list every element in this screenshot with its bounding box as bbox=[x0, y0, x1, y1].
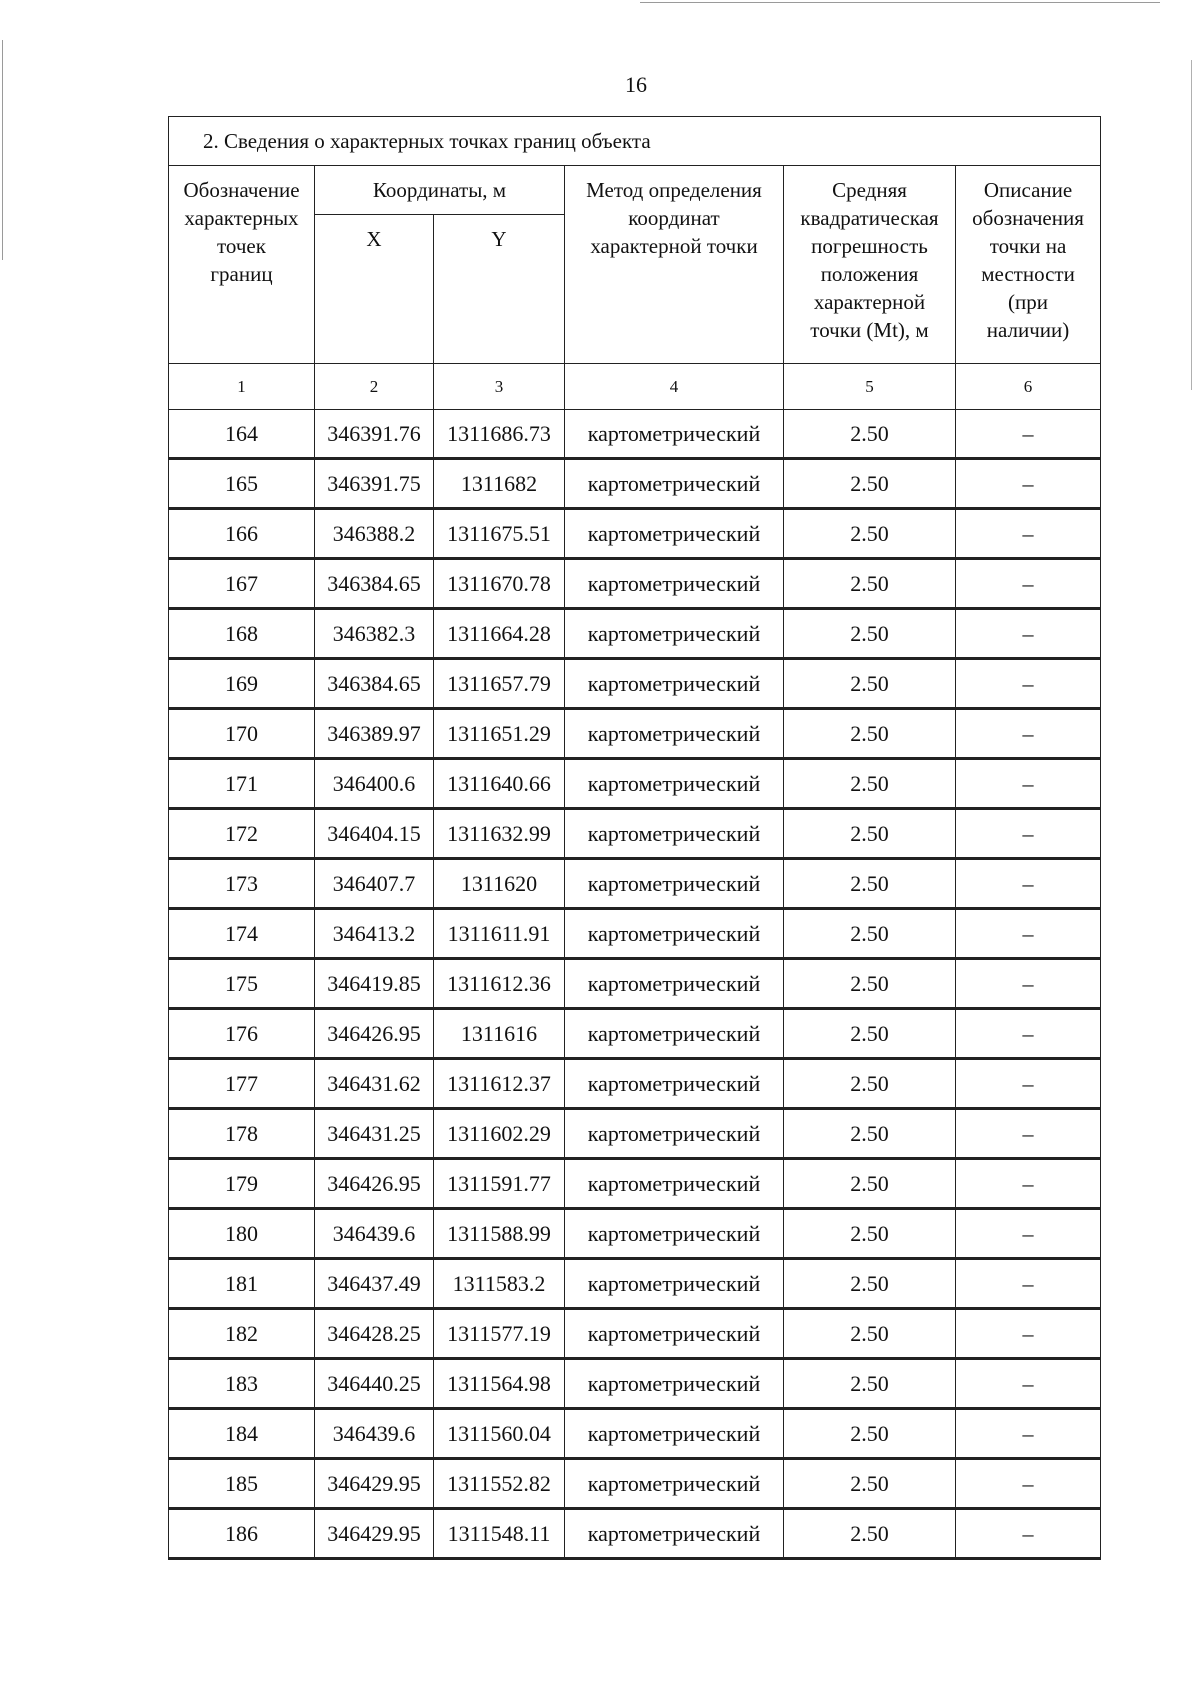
cell-error: 2.50 bbox=[784, 1259, 956, 1309]
cell-method: картометрический bbox=[565, 859, 784, 909]
header-description-line: обозначения bbox=[972, 206, 1084, 230]
cell-error: 2.50 bbox=[784, 1509, 956, 1559]
cell-error: 2.50 bbox=[784, 959, 956, 1009]
cell-error: 2.50 bbox=[784, 609, 956, 659]
table-row bbox=[169, 859, 1101, 909]
cell-y: 1311612.36 bbox=[434, 959, 565, 1009]
cell-x: 346429.95 bbox=[315, 1509, 434, 1559]
cell-y: 1311577.19 bbox=[434, 1309, 565, 1359]
cell-error: 2.50 bbox=[784, 859, 956, 909]
cell-y: 1311583.2 bbox=[434, 1259, 565, 1309]
cell-x: 346426.95 bbox=[315, 1009, 434, 1059]
cell-method: картометрический bbox=[565, 909, 784, 959]
cell-error: 2.50 bbox=[784, 509, 956, 559]
cell-description: – bbox=[956, 1159, 1101, 1209]
cell-description: – bbox=[956, 609, 1101, 659]
section-title: 2. Сведения о характерных точках границ объекта bbox=[169, 117, 1101, 166]
header-description-line: наличии) bbox=[986, 318, 1070, 342]
cell-y: 1311651.29 bbox=[434, 709, 565, 759]
cell-y: 1311612.37 bbox=[434, 1059, 565, 1109]
table-row bbox=[169, 759, 1101, 809]
cell-point: 173 bbox=[169, 859, 315, 909]
cell-y: 1311640.66 bbox=[434, 759, 565, 809]
cell-x: 346388.2 bbox=[315, 509, 434, 559]
cell-x: 346404.15 bbox=[315, 809, 434, 859]
cell-description: – bbox=[956, 659, 1101, 709]
cell-description: – bbox=[956, 1309, 1101, 1359]
cell-point: 166 bbox=[169, 509, 315, 559]
header-description-line: местности bbox=[981, 262, 1075, 286]
table-row bbox=[169, 1259, 1101, 1309]
cell-x: 346389.97 bbox=[315, 709, 434, 759]
header-description-line: Описание bbox=[983, 178, 1073, 202]
cell-method: картометрический bbox=[565, 1509, 784, 1559]
cell-method: картометрический bbox=[565, 1309, 784, 1359]
cell-point: 176 bbox=[169, 1009, 315, 1059]
cell-method: картометрический bbox=[565, 1409, 784, 1459]
cell-description: – bbox=[956, 709, 1101, 759]
cell-y: 1311611.91 bbox=[434, 909, 565, 959]
cell-method: картометрический bbox=[565, 559, 784, 609]
cell-x: 346431.25 bbox=[315, 1109, 434, 1159]
cell-point: 180 bbox=[169, 1209, 315, 1259]
cell-description: – bbox=[956, 859, 1101, 909]
cell-description: – bbox=[956, 759, 1101, 809]
cell-description: – bbox=[956, 1259, 1101, 1309]
table-row bbox=[169, 1009, 1101, 1059]
header-point-label-line: характерных bbox=[184, 206, 299, 230]
header-y: Y bbox=[434, 215, 565, 364]
cell-method: картометрический bbox=[565, 1009, 784, 1059]
cell-y: 1311616 bbox=[434, 1009, 565, 1059]
column-number-row bbox=[169, 364, 1101, 410]
cell-description: – bbox=[956, 909, 1101, 959]
cell-point: 172 bbox=[169, 809, 315, 859]
header-error-line: положения bbox=[820, 262, 919, 286]
header-point-label-line: Обозначение bbox=[183, 178, 300, 202]
cell-method: картометрический bbox=[565, 1459, 784, 1509]
table-row bbox=[169, 410, 1101, 459]
table-row bbox=[169, 909, 1101, 959]
column-number: 1 bbox=[169, 364, 315, 410]
table-row bbox=[169, 1209, 1101, 1259]
cell-point: 174 bbox=[169, 909, 315, 959]
cell-y: 1311620 bbox=[434, 859, 565, 909]
cell-method: картометрический bbox=[565, 459, 784, 509]
header-description-line: точки на bbox=[989, 234, 1067, 258]
table-row bbox=[169, 609, 1101, 659]
header-description bbox=[956, 166, 1101, 364]
cell-point: 179 bbox=[169, 1159, 315, 1209]
scan-edge-right bbox=[1191, 60, 1192, 390]
header-x: X bbox=[315, 215, 434, 364]
boundary-points-table bbox=[168, 116, 1101, 1560]
cell-point: 178 bbox=[169, 1109, 315, 1159]
cell-error: 2.50 bbox=[784, 1309, 956, 1359]
cell-method: картометрический bbox=[565, 659, 784, 709]
cell-description: – bbox=[956, 1409, 1101, 1459]
cell-x: 346382.3 bbox=[315, 609, 434, 659]
cell-point: 170 bbox=[169, 709, 315, 759]
cell-point: 167 bbox=[169, 559, 315, 609]
cell-x: 346400.6 bbox=[315, 759, 434, 809]
cell-method: картометрический bbox=[565, 759, 784, 809]
table-row bbox=[169, 709, 1101, 759]
cell-x: 346426.95 bbox=[315, 1159, 434, 1209]
cell-x: 346440.25 bbox=[315, 1359, 434, 1409]
page-number: 16 bbox=[625, 72, 647, 97]
header-error-line: погрешность bbox=[811, 234, 928, 258]
column-number: 4 bbox=[565, 364, 784, 410]
cell-x: 346439.6 bbox=[315, 1409, 434, 1459]
cell-error: 2.50 bbox=[784, 1459, 956, 1509]
cell-y: 1311548.11 bbox=[434, 1509, 565, 1559]
cell-method: картометрический bbox=[565, 1259, 784, 1309]
cell-method: картометрический bbox=[565, 809, 784, 859]
cell-error: 2.50 bbox=[784, 1009, 956, 1059]
cell-point: 181 bbox=[169, 1259, 315, 1309]
column-number: 2 bbox=[315, 364, 434, 410]
column-number: 5 bbox=[784, 364, 956, 410]
cell-point: 186 bbox=[169, 1509, 315, 1559]
cell-method: картометрический bbox=[565, 1159, 784, 1209]
cell-point: 185 bbox=[169, 1459, 315, 1509]
cell-description: – bbox=[956, 1009, 1101, 1059]
cell-x: 346391.75 bbox=[315, 459, 434, 509]
cell-error: 2.50 bbox=[784, 1359, 956, 1409]
table-row bbox=[169, 1509, 1101, 1559]
table-row bbox=[169, 1159, 1101, 1209]
header-row-1 bbox=[169, 166, 1101, 215]
cell-point: 171 bbox=[169, 759, 315, 809]
header-error-line: точки (Mt), м bbox=[810, 318, 929, 342]
cell-y: 1311560.04 bbox=[434, 1409, 565, 1459]
cell-description: – bbox=[956, 809, 1101, 859]
cell-description: – bbox=[956, 1209, 1101, 1259]
table-row bbox=[169, 1109, 1101, 1159]
header-error-line: квадратическая bbox=[800, 206, 939, 230]
cell-x: 346429.95 bbox=[315, 1459, 434, 1509]
header-error-line: характерной bbox=[813, 290, 926, 314]
cell-point: 175 bbox=[169, 959, 315, 1009]
cell-y: 1311686.73 bbox=[434, 410, 565, 459]
header-method-line: Метод определения bbox=[586, 178, 762, 202]
scan-edge-top bbox=[640, 2, 1160, 3]
cell-y: 1311675.51 bbox=[434, 509, 565, 559]
table-row bbox=[169, 1359, 1101, 1409]
cell-error: 2.50 bbox=[784, 1059, 956, 1109]
table-row bbox=[169, 809, 1101, 859]
cell-error: 2.50 bbox=[784, 559, 956, 609]
cell-point: 169 bbox=[169, 659, 315, 709]
cell-method: картометрический bbox=[565, 1109, 784, 1159]
header-point-label bbox=[169, 166, 315, 364]
cell-y: 1311564.98 bbox=[434, 1359, 565, 1409]
cell-description: – bbox=[956, 1359, 1101, 1409]
cell-y: 1311670.78 bbox=[434, 559, 565, 609]
cell-error: 2.50 bbox=[784, 410, 956, 459]
cell-y: 1311682 bbox=[434, 459, 565, 509]
cell-x: 346407.7 bbox=[315, 859, 434, 909]
cell-description: – bbox=[956, 459, 1101, 509]
cell-error: 2.50 bbox=[784, 459, 956, 509]
cell-description: – bbox=[956, 559, 1101, 609]
cell-y: 1311664.28 bbox=[434, 609, 565, 659]
header-coordinates: Координаты, м bbox=[315, 166, 565, 215]
header-point-label-line: точек bbox=[217, 234, 266, 258]
table-row bbox=[169, 509, 1101, 559]
table-row bbox=[169, 459, 1101, 509]
cell-method: картометрический bbox=[565, 1359, 784, 1409]
cell-point: 177 bbox=[169, 1059, 315, 1109]
cell-y: 1311657.79 bbox=[434, 659, 565, 709]
header-method bbox=[565, 166, 784, 364]
cell-method: картометрический bbox=[565, 609, 784, 659]
table-row bbox=[169, 559, 1101, 609]
cell-x: 346413.2 bbox=[315, 909, 434, 959]
cell-y: 1311602.29 bbox=[434, 1109, 565, 1159]
cell-description: – bbox=[956, 410, 1101, 459]
cell-x: 346384.65 bbox=[315, 659, 434, 709]
table-row bbox=[169, 659, 1101, 709]
cell-method: картометрический bbox=[565, 509, 784, 559]
table-row bbox=[169, 959, 1101, 1009]
header-description-line: (при bbox=[1008, 290, 1049, 314]
cell-y: 1311632.99 bbox=[434, 809, 565, 859]
header-method-line: характерной точки bbox=[590, 234, 758, 258]
cell-error: 2.50 bbox=[784, 909, 956, 959]
table-row bbox=[169, 1409, 1101, 1459]
cell-y: 1311552.82 bbox=[434, 1459, 565, 1509]
cell-description: – bbox=[956, 1059, 1101, 1109]
table-row bbox=[169, 1059, 1101, 1109]
cell-point: 168 bbox=[169, 609, 315, 659]
cell-method: картометрический bbox=[565, 709, 784, 759]
cell-x: 346428.25 bbox=[315, 1309, 434, 1359]
cell-error: 2.50 bbox=[784, 1109, 956, 1159]
table-row bbox=[169, 1309, 1101, 1359]
cell-y: 1311591.77 bbox=[434, 1159, 565, 1209]
column-number: 3 bbox=[434, 364, 565, 410]
cell-x: 346431.62 bbox=[315, 1059, 434, 1109]
cell-error: 2.50 bbox=[784, 709, 956, 759]
section-title-row bbox=[169, 117, 1101, 166]
cell-error: 2.50 bbox=[784, 1209, 956, 1259]
cell-x: 346439.6 bbox=[315, 1209, 434, 1259]
table-row bbox=[169, 1459, 1101, 1509]
header-error bbox=[784, 166, 956, 364]
boundary-points-table-wrapper bbox=[168, 116, 1100, 1560]
cell-error: 2.50 bbox=[784, 1409, 956, 1459]
cell-x: 346437.49 bbox=[315, 1259, 434, 1309]
cell-error: 2.50 bbox=[784, 759, 956, 809]
cell-description: – bbox=[956, 1109, 1101, 1159]
cell-description: – bbox=[956, 1459, 1101, 1509]
cell-method: картометрический bbox=[565, 959, 784, 1009]
cell-x: 346419.85 bbox=[315, 959, 434, 1009]
cell-x: 346384.65 bbox=[315, 559, 434, 609]
cell-y: 1311588.99 bbox=[434, 1209, 565, 1259]
cell-point: 164 bbox=[169, 410, 315, 459]
cell-method: картометрический bbox=[565, 1059, 784, 1109]
cell-method: картометрический bbox=[565, 1209, 784, 1259]
cell-x: 346391.76 bbox=[315, 410, 434, 459]
cell-point: 184 bbox=[169, 1409, 315, 1459]
cell-error: 2.50 bbox=[784, 659, 956, 709]
cell-point: 165 bbox=[169, 459, 315, 509]
cell-description: – bbox=[956, 1509, 1101, 1559]
column-number: 6 bbox=[956, 364, 1101, 410]
cell-description: – bbox=[956, 509, 1101, 559]
cell-point: 183 bbox=[169, 1359, 315, 1409]
cell-error: 2.50 bbox=[784, 809, 956, 859]
cell-point: 182 bbox=[169, 1309, 315, 1359]
cell-method: картометрический bbox=[565, 410, 784, 459]
header-error-line: Средняя bbox=[832, 178, 907, 202]
header-method-line: координат bbox=[628, 206, 720, 230]
cell-error: 2.50 bbox=[784, 1159, 956, 1209]
header-point-label-line: границ bbox=[210, 262, 273, 286]
cell-description: – bbox=[956, 959, 1101, 1009]
